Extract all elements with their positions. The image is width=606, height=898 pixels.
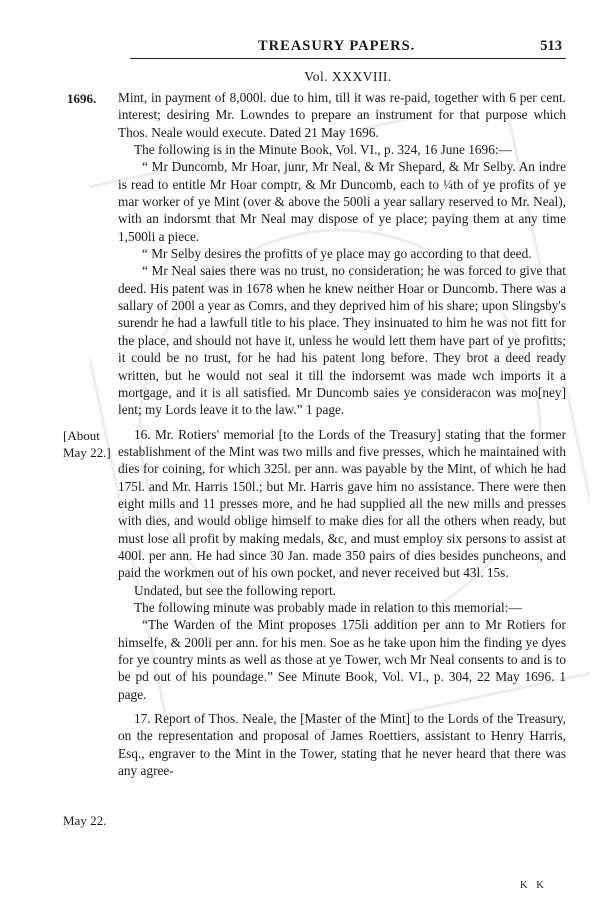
- paragraph-quote-selby: “ Mr Selby desires the profitts of ye place may go according to that deed.: [142, 246, 532, 262]
- paragraph-quote-neal: “ Mr Neal saies there was no trust, no consideration; he was forced to give that deed. His patent was in 1678 when he knew neither Hoar or Duncomb. There was a sallary of 200l a year as Comrs, and they deprived him of his share; upon Slingsby's surendr he had a lawfull title to his place. They insinuated to him he was not fitt for the place, and should not have it, unless he would lett them have part of ye profitts; it could be no trust, for he had his patent long before. They brot a deed ready written, but he would not seal it till the indorsemt was made wch imports it a mortgage, and it is all satisfied. Mr Duncomb saies ye consideracon was mo[ney] lent; my Lords leave it to the law.” 1 page.: [118, 263, 566, 418]
- volume-heading: Vol. XXXVIII.: [304, 69, 392, 84]
- paragraph-minute-book-ref: The following is in the Minute Book, Vol. VI., p. 324, 16 June 1696:—: [134, 142, 512, 158]
- signature-mark: K K: [520, 880, 547, 891]
- paragraph-undated: Undated, but see the following report.: [134, 582, 336, 598]
- running-header: [130, 38, 566, 59]
- paragraph-item-17: 17. Report of Thos. Neale, the [Master of the Mint] to the Lords of the Treasury, on the representation and proposal of James Roettiers, assistant to Henry Harris, Esq., engraver to the Mint in the Tower, stating that he never heard that there was any agree-: [118, 711, 566, 779]
- margin-note-about-date: May 22.]: [63, 445, 111, 460]
- paragraph-quote-duncomb: “ Mr Duncomb, Mr Hoar, junr, Mr Neal, & Mr Shepard, & Mr Selby. An indre is read to entitle Mr Hoar comptr, & Mr Duncomb, each to ¼th of ye profits of ye mar worker of ye Mint (over & above the 500li a year sallary reserved to Mr. Neal), with an indorsmt that Mr Neal may dispose of ye place; paying them at any time 1,500li a piece.: [118, 159, 566, 244]
- year-margin-note: 1696.: [67, 91, 97, 106]
- paragraph-following-minute: The following minute was probably made in relation to this memorial:—: [134, 599, 522, 615]
- margin-note-about: [About: [63, 428, 100, 443]
- paragraph-quote-warden: “The Warden of the Mint proposes 175li addition per ann to Mr Rotiers for himselfe, & 200li per ann. for his men. Soe as he take upon him the finding ye dyes for ye country mints as well as those at ye Tower, wch Mr Neal consents to and is to be pd out of his poundage.” See Minute Book, Vol. VI., p. 304, 22 May 1696. 1 page.: [118, 617, 566, 702]
- document-body: [118, 89, 566, 779]
- running-title: TREASURY PAPERS.: [258, 38, 416, 54]
- margin-note-may22: May 22.: [63, 813, 107, 828]
- paragraph-item-16: 16. Mr. Rotiers' memorial [to the Lords of the Treasury] stating that the former establishment of the Mint was two mills and five presses, which he maintained with dies for coining, for which 325l. per ann. was payable by the Mint, of which he had 175l. and Mr. Harris 150l.; but Mr. Harris gave him no assistance. There were then eight mills and 11 presses more, and he had supplied all the new mills and presses with dies, and would oblige himself to make dies for all the others when ready, but must lose all profit by making medals, &c, and must employ six persons to assist at 400l. per ann. He had since 30 Jan. made 350 pairs of dies besides puncheons, and paid the workmen out of his own pocket, and never received but 43l. 15s.: [118, 426, 566, 581]
- page-number: 513: [540, 38, 562, 54]
- paragraph-continuation: Mint, in payment of 8,000l. due to him, till it was re-paid, together with 6 per cent. interest; desiring Mr. Lowndes to prepare an instrument for that purpose which Thos. Neale would execute. Dated 21 May 1696.: [118, 90, 566, 140]
